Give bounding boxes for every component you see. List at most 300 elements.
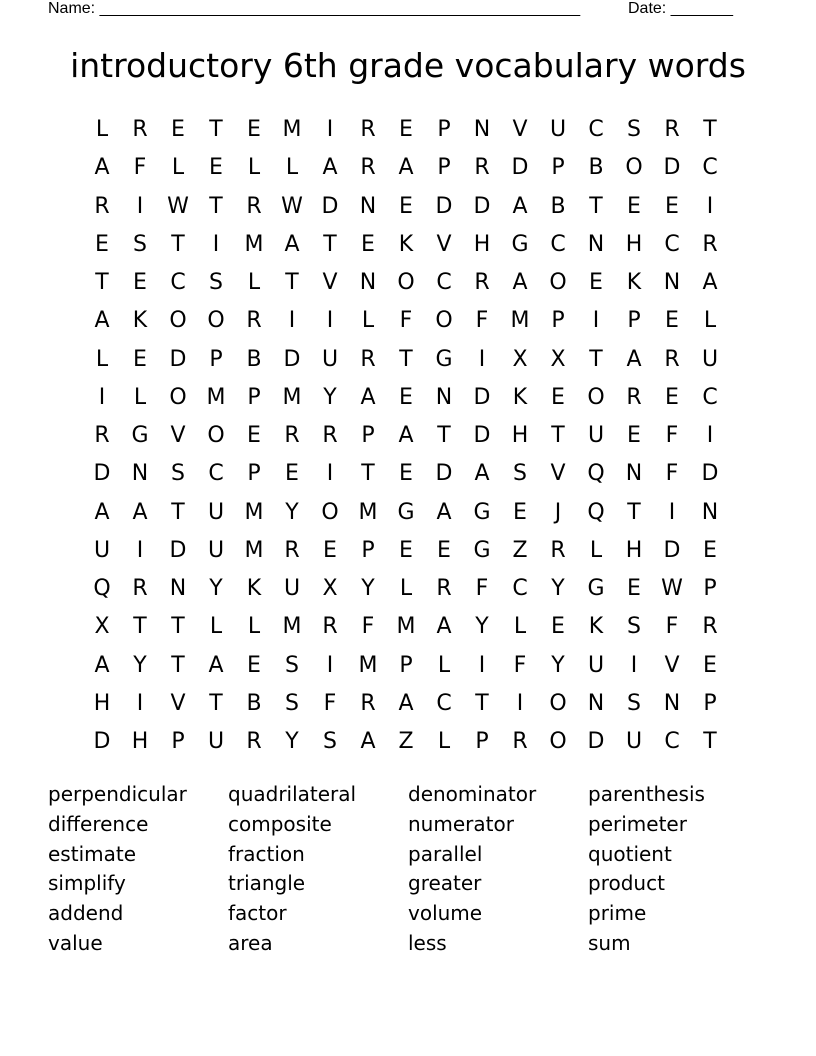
grid-letter: T [361,461,375,487]
grid-letter: H [511,423,529,449]
grid-letter: D [473,384,491,410]
grid-letter: S [209,270,223,296]
grid-letter: L [247,155,261,181]
grid-letter: E [627,193,641,219]
grid-letter: L [133,384,147,410]
grid-row [83,226,729,264]
word-bank-item: parallel [408,841,483,866]
word-search-grid [83,111,729,761]
grid-row [83,455,729,493]
grid-letter: S [627,614,641,640]
grid-letter: E [627,423,641,449]
word-bank-item: parenthesis [588,782,705,806]
grid-letter: E [589,270,603,296]
word-bank-item: quotient [588,841,672,866]
grid-letter: P [361,423,375,449]
grid-letter: T [133,614,147,640]
grid-letter: K [132,308,148,334]
grid-letter: I [706,423,714,449]
grid-letter: S [627,690,641,716]
grid-letter: P [703,576,717,602]
grid-letter: R [132,117,148,143]
grid-letter: E [551,384,565,410]
grid-letter: V [436,231,452,257]
grid-letter: A [512,270,528,296]
grid-letter: E [133,346,147,372]
grid-letter: P [361,537,375,563]
word-bank-item: product [588,871,665,896]
grid-letter: M [244,231,264,257]
grid-letter: L [513,614,527,640]
grid-letter: D [169,537,187,563]
grid-letter: U [587,423,605,449]
grid-letter: B [246,346,262,372]
grid-letter: T [399,346,413,372]
grid-row [83,570,729,608]
grid-letter: T [589,346,603,372]
grid-letter: D [169,346,187,372]
grid-letter: N [663,270,681,296]
grid-letter: P [209,346,223,372]
grid-letter: U [207,499,225,525]
page-title: introductory 6th grade vocabulary words [70,46,746,85]
word-bank-item: triangle [228,871,306,896]
grid-letter: E [513,499,527,525]
grid-letter: R [246,308,262,334]
grid-letter: D [701,461,719,487]
grid-letter: M [244,537,264,563]
grid-letter: C [170,270,186,296]
grid-letter: X [322,576,338,602]
word-bank-item: perimeter [588,811,687,836]
grid-letter: Y [551,652,565,678]
grid-letter: A [436,499,452,525]
grid-letter: M [282,614,302,640]
grid-letter: O [207,308,225,334]
grid-letter: R [360,690,376,716]
grid-letter: A [94,499,110,525]
grid-letter: A [398,423,414,449]
grid-letter: C [436,690,452,716]
grid-letter: O [435,308,453,334]
grid-letter: L [171,155,185,181]
grid-letter: L [437,729,451,755]
grid-letter: W [167,193,189,219]
grid-letter: F [513,652,527,678]
grid-letter: Z [512,537,528,563]
grid-letter: O [549,729,567,755]
word-bank-item: composite [228,811,332,836]
grid-letter: R [360,346,376,372]
grid-letter: U [549,117,567,143]
grid-letter: T [323,231,337,257]
grid-row [83,647,729,685]
grid-letter: Y [323,384,337,410]
grid-letter: K [246,576,262,602]
grid-letter: F [475,308,489,334]
grid-letter: A [208,652,224,678]
grid-letter: N [587,231,605,257]
grid-letter: A [360,729,376,755]
grid-letter: U [283,576,301,602]
word-bank-item: factor [228,901,287,926]
grid-row [83,149,729,187]
grid-letter: I [326,461,334,487]
grid-letter: G [435,346,453,372]
grid-letter: N [625,461,643,487]
grid-letter: T [703,117,717,143]
grid-letter: U [207,537,225,563]
word-bank-item: value [48,930,103,955]
grid-letter: Y [361,576,375,602]
grid-letter: O [207,423,225,449]
grid-letter: P [551,308,565,334]
grid-letter: I [136,193,144,219]
grid-letter: T [627,499,641,525]
grid-letter: M [358,499,378,525]
grid-letter: M [396,614,416,640]
grid-letter: N [359,270,377,296]
grid-letter: D [283,346,301,372]
word-bank [48,780,768,959]
grid-letter: B [550,193,566,219]
grid-letter: E [627,576,641,602]
grid-letter: D [473,193,491,219]
grid-letter: I [326,308,334,334]
grid-letter: A [360,384,376,410]
grid-letter: K [512,384,528,410]
grid-letter: T [437,423,451,449]
grid-letter: A [132,499,148,525]
grid-letter: I [136,690,144,716]
grid-letter: Y [285,499,299,525]
grid-letter: A [94,652,110,678]
grid-letter: O [397,270,415,296]
grid-letter: I [288,308,296,334]
word-bank-item: prime [588,901,647,926]
grid-letter: I [592,308,600,334]
grid-letter: H [131,729,149,755]
grid-letter: V [170,690,186,716]
word-bank-item: denominator [408,782,537,806]
grid-letter: E [361,231,375,257]
word-bank-item: volume [408,901,483,926]
grid-letter: K [398,231,414,257]
grid-letter: D [473,423,491,449]
grid-letter: E [399,117,413,143]
grid-letter: M [206,384,226,410]
grid-letter: G [587,576,605,602]
grid-letter: R [94,193,110,219]
grid-letter: N [473,117,491,143]
word-bank-item: less [408,930,447,955]
grid-letter: G [473,537,491,563]
grid-letter: A [626,346,642,372]
grid-letter: V [550,461,566,487]
grid-letter: O [169,384,187,410]
grid-letter: Y [551,576,565,602]
grid-letter: O [625,155,643,181]
grid-letter: A [398,155,414,181]
grid-letter: A [512,193,528,219]
grid-letter: I [478,652,486,678]
grid-letter: E [399,537,413,563]
grid-letter: A [474,461,490,487]
grid-letter: F [665,423,679,449]
grid-letter: O [549,690,567,716]
grid-letter: T [171,652,185,678]
grid-letter: R [246,729,262,755]
grid-letter: O [321,499,339,525]
grid-letter: Q [93,576,111,602]
grid-letter: S [171,461,185,487]
grid-letter: Q [587,499,605,525]
word-bank-item: area [228,930,273,955]
grid-letter: C [702,155,718,181]
grid-letter: A [702,270,718,296]
grid-letter: M [244,499,264,525]
grid-letter: P [247,384,261,410]
name-line: Name: ______________________________________________________ [48,0,581,17]
grid-letter: Y [209,576,223,602]
grid-letter: I [326,652,334,678]
grid-letter: T [551,423,565,449]
grid-letter: X [512,346,528,372]
grid-letter: U [587,652,605,678]
word-bank-item: numerator [408,811,514,836]
grid-letter: V [512,117,528,143]
grid-letter: E [437,537,451,563]
grid-letter: Q [587,461,605,487]
grid-letter: A [284,231,300,257]
grid-letter: L [285,155,299,181]
grid-letter: D [663,537,681,563]
grid-letter: R [664,117,680,143]
grid-letter: W [281,193,303,219]
grid-letter: O [169,308,187,334]
grid-letter: N [169,576,187,602]
grid-row [83,302,729,340]
grid-letter: A [322,155,338,181]
grid-letter: L [95,346,109,372]
grid-letter: L [209,614,223,640]
grid-letter: H [625,537,643,563]
grid-letter: G [131,423,149,449]
word-bank-item: greater [408,871,482,896]
word-bank-item: perpendicular [48,782,187,806]
grid-letter: L [589,537,603,563]
word-bank-item: sum [588,930,631,955]
grid-letter: T [589,193,603,219]
grid-letter: M [510,308,530,334]
grid-row [83,608,729,646]
grid-letter: E [209,155,223,181]
word-bank-item: difference [48,811,149,836]
grid-letter: C [512,576,528,602]
grid-letter: P [247,461,261,487]
grid-letter: U [207,729,225,755]
grid-letter: R [360,117,376,143]
grid-letter: E [247,423,261,449]
grid-letter: L [703,308,717,334]
grid-letter: E [323,537,337,563]
grid-letter: A [436,614,452,640]
grid-letter: R [94,423,110,449]
grid-letter: R [664,346,680,372]
grid-letter: C [550,231,566,257]
grid-letter: I [136,537,144,563]
grid-letter: F [399,308,413,334]
grid-letter: R [284,423,300,449]
grid-letter: L [399,576,413,602]
grid-letter: P [475,729,489,755]
grid-letter: C [208,461,224,487]
grid-letter: A [94,308,110,334]
grid-letter: F [665,461,679,487]
grid-letter: R [512,729,528,755]
word-bank-item: estimate [48,841,137,866]
grid-letter: R [702,231,718,257]
grid-letter: R [132,576,148,602]
word-bank-item: simplify [48,871,126,896]
grid-letter: R [360,155,376,181]
grid-letter: N [131,461,149,487]
grid-letter: H [93,690,111,716]
grid-letter: N [435,384,453,410]
grid-letter: I [668,499,676,525]
grid-letter: O [549,270,567,296]
grid-row [83,685,729,723]
grid-letter: T [475,690,489,716]
grid-letter: L [437,652,451,678]
grid-letter: K [588,614,604,640]
grid-letter: W [661,576,683,602]
grid-letter: Y [475,614,489,640]
grid-letter: P [399,652,413,678]
grid-letter: S [627,117,641,143]
grid-letter: N [701,499,719,525]
grid-letter: C [436,270,452,296]
grid-letter: U [701,346,719,372]
grid-letter: O [587,384,605,410]
date-line: Date: _______ [628,0,733,17]
word-bank-item: quadrilateral [228,782,357,806]
grid-letter: H [473,231,491,257]
grid-letter: S [323,729,337,755]
grid-letter: I [478,346,486,372]
grid-letter: P [551,155,565,181]
grid-letter: D [663,155,681,181]
grid-letter: K [626,270,642,296]
grid-letter: T [285,270,299,296]
grid-letter: F [475,576,489,602]
grid-letter: P [437,155,451,181]
grid-letter: T [209,690,223,716]
grid-letter: X [550,346,566,372]
grid-letter: S [285,690,299,716]
grid-letter: R [474,270,490,296]
grid-letter: F [361,614,375,640]
grid-row [83,532,729,570]
grid-letter: C [664,231,680,257]
grid-letter: R [436,576,452,602]
grid-letter: Y [285,729,299,755]
grid-row [83,188,729,226]
grid-letter: Y [133,652,147,678]
grid-letter: S [285,652,299,678]
grid-letter: R [474,155,490,181]
grid-letter: G [511,231,529,257]
grid-letter: E [703,652,717,678]
grid-letter: L [247,270,261,296]
grid-letter: L [95,117,109,143]
grid-letter: I [630,652,638,678]
grid-letter: N [663,690,681,716]
grid-letter: D [93,461,111,487]
word-bank-item: addend [48,901,124,926]
grid-letter: E [399,193,413,219]
grid-row [83,379,729,417]
grid-letter: D [321,193,339,219]
grid-letter: D [587,729,605,755]
grid-letter: D [435,461,453,487]
grid-letter: T [209,117,223,143]
grid-letter: T [171,614,185,640]
grid-letter: C [664,729,680,755]
grid-letter: F [323,690,337,716]
grid-letter: S [133,231,147,257]
grid-letter: P [627,308,641,334]
grid-row [83,341,729,379]
grid-letter: B [588,155,604,181]
grid-letter: J [554,499,562,525]
grid-letter: E [285,461,299,487]
grid-row [83,111,729,149]
grid-letter: I [212,231,220,257]
grid-letter: M [282,384,302,410]
grid-letter: U [321,346,339,372]
grid-letter: N [359,193,377,219]
grid-letter: M [358,652,378,678]
grid-letter: G [397,499,415,525]
grid-letter: E [399,461,413,487]
grid-letter: L [361,308,375,334]
grid-letter: T [95,270,109,296]
grid-letter: Z [398,729,414,755]
grid-letter: E [703,537,717,563]
grid-letter: V [664,652,680,678]
grid-letter: I [706,193,714,219]
grid-letter: R [246,193,262,219]
grid-letter: S [513,461,527,487]
grid-letter: V [322,270,338,296]
grid-row [83,723,729,761]
grid-letter: B [246,690,262,716]
grid-letter: N [587,690,605,716]
grid-letter: F [133,155,147,181]
grid-letter: E [665,193,679,219]
grid-letter: T [703,729,717,755]
grid-letter: E [399,384,413,410]
grid-row [83,494,729,532]
grid-letter: E [247,652,261,678]
grid-letter: A [398,690,414,716]
grid-letter: E [665,308,679,334]
grid-letter: U [93,537,111,563]
grid-letter: D [435,193,453,219]
grid-letter: D [511,155,529,181]
grid-letter: R [702,614,718,640]
